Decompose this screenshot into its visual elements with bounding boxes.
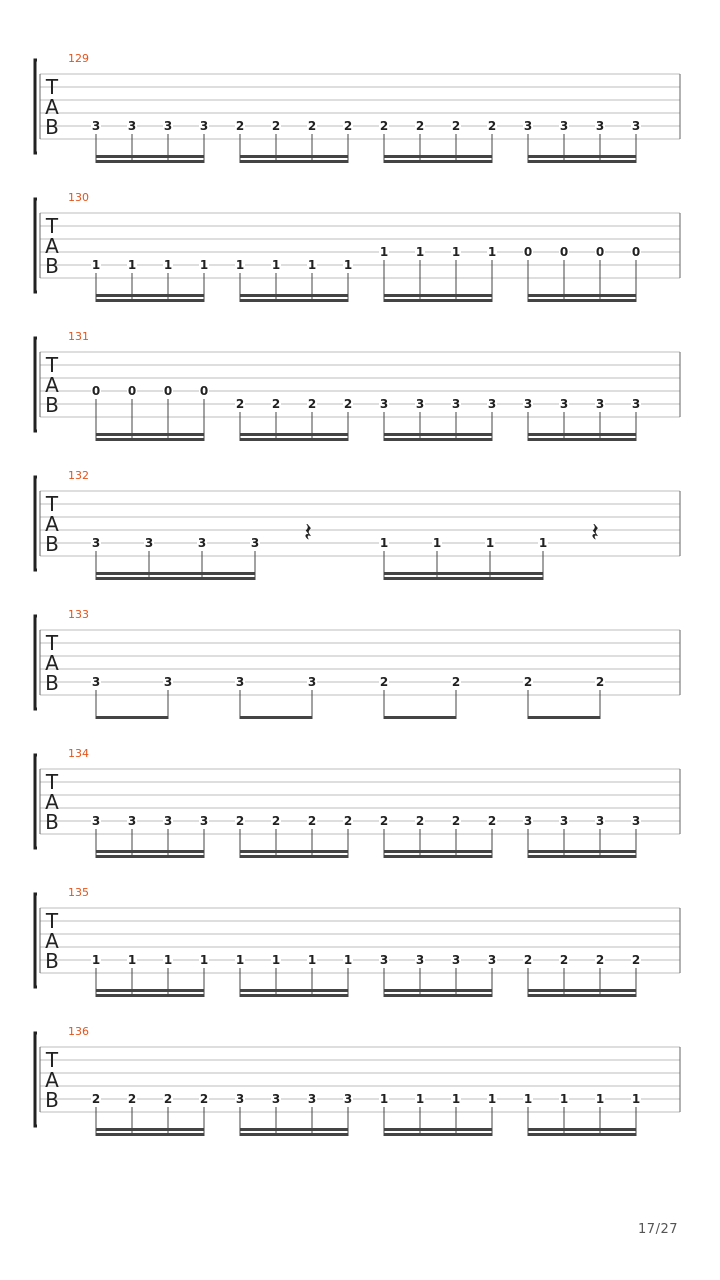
note-beam	[240, 1133, 348, 1136]
measure-number: 132	[68, 469, 89, 482]
fret-number: 1	[343, 258, 353, 272]
tab-clef-letter: B	[45, 532, 59, 556]
fret-number: 2	[595, 675, 605, 689]
note-beam	[384, 1133, 492, 1136]
fret-number: 1	[432, 536, 442, 550]
measure-number: 133	[68, 608, 89, 621]
tab-system	[35, 886, 680, 997]
system-bracket	[35, 1033, 37, 1126]
fret-number: 2	[343, 814, 353, 828]
fret-number: 1	[415, 1092, 425, 1106]
system-bracket	[35, 616, 37, 709]
measure-number: 134	[68, 747, 89, 760]
fret-number: 3	[451, 397, 461, 411]
tab-clef-letter: T	[45, 631, 59, 655]
fret-number: 2	[307, 397, 317, 411]
fret-number: 0	[523, 245, 533, 259]
fret-number: 2	[523, 953, 533, 967]
fret-number: 1	[487, 245, 497, 259]
fret-number: 3	[235, 1092, 245, 1106]
tab-clef-letter: A	[45, 95, 59, 119]
fret-number: 3	[451, 953, 461, 967]
tab-clef-letter: B	[45, 1088, 59, 1112]
note-beam	[96, 1133, 204, 1136]
fret-number: 3	[271, 1092, 281, 1106]
note-beam	[384, 438, 492, 441]
fret-number: 3	[595, 119, 605, 133]
note-beam	[384, 855, 492, 858]
note-beam	[240, 155, 348, 158]
fret-number: 1	[631, 1092, 641, 1106]
tab-clef-letter: A	[45, 373, 59, 397]
fret-number: 2	[559, 953, 569, 967]
fret-number: 3	[307, 675, 317, 689]
tab-clef-letter: B	[45, 115, 59, 139]
system-bracket	[35, 199, 37, 292]
fret-number: 2	[91, 1092, 101, 1106]
note-beam	[96, 433, 204, 436]
note-beam	[96, 572, 255, 575]
note-beam	[528, 438, 636, 441]
fret-number: 3	[199, 119, 209, 133]
fret-number: 1	[235, 258, 245, 272]
fret-number: 1	[91, 953, 101, 967]
note-beam	[96, 577, 255, 580]
fret-number: 1	[451, 245, 461, 259]
fret-number: 2	[487, 119, 497, 133]
fret-number: 1	[127, 258, 137, 272]
fret-number: 1	[271, 258, 281, 272]
note-beam	[528, 155, 636, 158]
note-beam	[240, 299, 348, 302]
system-bracket	[35, 60, 37, 153]
fret-number: 2	[343, 119, 353, 133]
fret-number: 3	[595, 397, 605, 411]
system-bracket	[35, 755, 37, 848]
quarter-rest: 𝄽	[591, 518, 599, 548]
note-beam	[240, 433, 348, 436]
tab-system	[35, 191, 680, 302]
fret-number: 1	[538, 536, 548, 550]
note-beam	[240, 855, 348, 858]
fret-number: 1	[523, 1092, 533, 1106]
fret-number: 3	[235, 675, 245, 689]
tab-clef-letter: A	[45, 790, 59, 814]
fret-number: 2	[631, 953, 641, 967]
fret-number: 1	[595, 1092, 605, 1106]
fret-number: 2	[451, 675, 461, 689]
fret-number: 3	[127, 814, 137, 828]
fret-number: 1	[307, 258, 317, 272]
fret-number: 0	[559, 245, 569, 259]
fret-number: 3	[163, 814, 173, 828]
fret-number: 3	[559, 814, 569, 828]
fret-number: 1	[127, 953, 137, 967]
fret-number: 3	[163, 675, 173, 689]
fret-number: 2	[379, 675, 389, 689]
fret-number: 3	[91, 675, 101, 689]
note-beam	[240, 850, 348, 853]
fret-number: 2	[271, 814, 281, 828]
fret-number: 0	[595, 245, 605, 259]
fret-number: 3	[91, 119, 101, 133]
note-beam	[96, 855, 204, 858]
note-beam	[384, 155, 492, 158]
fret-number: 3	[523, 397, 533, 411]
note-beam	[384, 850, 492, 853]
note-beam	[528, 850, 636, 853]
measure-number: 129	[68, 52, 89, 65]
measure-number: 136	[68, 1025, 89, 1038]
note-beam	[96, 294, 204, 297]
system-bracket	[35, 894, 37, 987]
fret-number: 2	[451, 119, 461, 133]
tab-clef-letter: T	[45, 770, 59, 794]
note-beam	[528, 160, 636, 163]
system-bracket	[35, 338, 37, 431]
quarter-rest: 𝄽	[304, 518, 312, 548]
fret-number: 3	[595, 814, 605, 828]
fret-number: 2	[163, 1092, 173, 1106]
fret-number: 1	[559, 1092, 569, 1106]
note-beam	[384, 160, 492, 163]
fret-number: 3	[415, 397, 425, 411]
note-beam	[384, 577, 543, 580]
fret-number: 2	[235, 119, 245, 133]
fret-number: 3	[559, 397, 569, 411]
note-beam	[240, 994, 348, 997]
note-beam	[384, 294, 492, 297]
fret-number: 2	[307, 814, 317, 828]
fret-number: 3	[523, 119, 533, 133]
page-number: 17/27	[638, 1222, 678, 1237]
note-beam	[384, 433, 492, 436]
tab-clef-letter: B	[45, 393, 59, 417]
note-beam	[96, 438, 204, 441]
note-beam	[384, 299, 492, 302]
fret-number: 2	[415, 119, 425, 133]
note-beam	[384, 989, 492, 992]
fret-number: 1	[163, 258, 173, 272]
note-beam	[384, 1128, 492, 1131]
fret-number: 1	[451, 1092, 461, 1106]
fret-number: 3	[343, 1092, 353, 1106]
note-beam	[528, 294, 636, 297]
tab-clef-letter: T	[45, 492, 59, 516]
fret-number: 2	[127, 1092, 137, 1106]
fret-number: 2	[415, 814, 425, 828]
note-beam	[528, 1133, 636, 1136]
fret-number: 1	[379, 536, 389, 550]
fret-number: 3	[379, 397, 389, 411]
fret-number: 0	[199, 384, 209, 398]
tab-clef-letter: T	[45, 75, 59, 99]
fret-number: 0	[127, 384, 137, 398]
fret-number: 3	[631, 397, 641, 411]
fret-number: 1	[487, 1092, 497, 1106]
fret-number: 3	[91, 536, 101, 550]
fret-number: 2	[379, 119, 389, 133]
note-beam	[528, 994, 636, 997]
fret-number: 2	[379, 814, 389, 828]
note-beam	[96, 850, 204, 853]
fret-number: 1	[343, 953, 353, 967]
measure-number: 135	[68, 886, 89, 899]
fret-number: 3	[144, 536, 154, 550]
fret-number: 1	[415, 245, 425, 259]
tab-clef-letter: B	[45, 671, 59, 695]
fret-number: 3	[250, 536, 260, 550]
fret-number: 3	[307, 1092, 317, 1106]
fret-number: 2	[451, 814, 461, 828]
fret-number: 1	[271, 953, 281, 967]
fret-number: 3	[559, 119, 569, 133]
tab-system	[35, 1025, 680, 1136]
tab-clef-letter: A	[45, 234, 59, 258]
tab-clef-letter: A	[45, 651, 59, 675]
system-bracket	[35, 477, 37, 570]
fret-number: 1	[199, 258, 209, 272]
fret-number: 2	[343, 397, 353, 411]
tab-clef-letter: T	[45, 214, 59, 238]
note-beam	[528, 299, 636, 302]
fret-number: 2	[271, 397, 281, 411]
note-beam	[96, 155, 204, 158]
measure-number: 130	[68, 191, 89, 204]
measure-number: 131	[68, 330, 89, 343]
tab-clef-letter: B	[45, 949, 59, 973]
fret-number: 3	[631, 119, 641, 133]
fret-number: 3	[487, 953, 497, 967]
fret-number: 2	[199, 1092, 209, 1106]
fret-number: 3	[163, 119, 173, 133]
fret-number: 0	[91, 384, 101, 398]
note-beam	[384, 994, 492, 997]
note-beam	[240, 438, 348, 441]
fret-number: 3	[523, 814, 533, 828]
fret-number: 2	[595, 953, 605, 967]
note-beam	[96, 1128, 204, 1131]
fret-number: 1	[379, 245, 389, 259]
note-beam	[528, 855, 636, 858]
tab-clef-letter: T	[45, 1048, 59, 1072]
fret-number: 3	[197, 536, 207, 550]
note-beam	[384, 716, 456, 719]
note-beam	[240, 1128, 348, 1131]
fret-number: 0	[163, 384, 173, 398]
fret-number: 2	[487, 814, 497, 828]
note-beam	[96, 989, 204, 992]
note-beam	[240, 989, 348, 992]
tab-system	[35, 747, 680, 858]
note-beam	[384, 572, 543, 575]
tab-system	[35, 608, 680, 719]
fret-number: 3	[127, 119, 137, 133]
note-beam	[96, 160, 204, 163]
tab-clef-letter: B	[45, 810, 59, 834]
fret-number: 2	[271, 119, 281, 133]
note-beam	[528, 716, 600, 719]
fret-number: 3	[631, 814, 641, 828]
fret-number: 1	[307, 953, 317, 967]
fret-number: 1	[199, 953, 209, 967]
tab-system	[35, 469, 680, 580]
fret-number: 3	[199, 814, 209, 828]
fret-number: 1	[91, 258, 101, 272]
fret-number: 2	[307, 119, 317, 133]
fret-number: 2	[235, 814, 245, 828]
fret-number: 1	[163, 953, 173, 967]
note-beam	[528, 1128, 636, 1131]
tab-clef-letter: A	[45, 929, 59, 953]
note-beam	[528, 433, 636, 436]
tab-clef-letter: T	[45, 909, 59, 933]
note-beam	[240, 716, 312, 719]
fret-number: 1	[235, 953, 245, 967]
note-beam	[96, 299, 204, 302]
tab-system	[35, 52, 680, 163]
fret-number: 0	[631, 245, 641, 259]
tab-clef-letter: A	[45, 1068, 59, 1092]
fret-number: 2	[235, 397, 245, 411]
fret-number: 3	[379, 953, 389, 967]
fret-number: 3	[91, 814, 101, 828]
note-beam	[528, 989, 636, 992]
fret-number: 1	[485, 536, 495, 550]
note-beam	[96, 994, 204, 997]
note-beam	[240, 294, 348, 297]
tab-clef-letter: A	[45, 512, 59, 536]
note-beam	[240, 160, 348, 163]
tab-clef-letter: T	[45, 353, 59, 377]
tab-system	[35, 330, 680, 441]
fret-number: 1	[379, 1092, 389, 1106]
fret-number: 3	[415, 953, 425, 967]
tab-clef-letter: B	[45, 254, 59, 278]
fret-number: 3	[487, 397, 497, 411]
note-beam	[96, 716, 168, 719]
fret-number: 2	[523, 675, 533, 689]
